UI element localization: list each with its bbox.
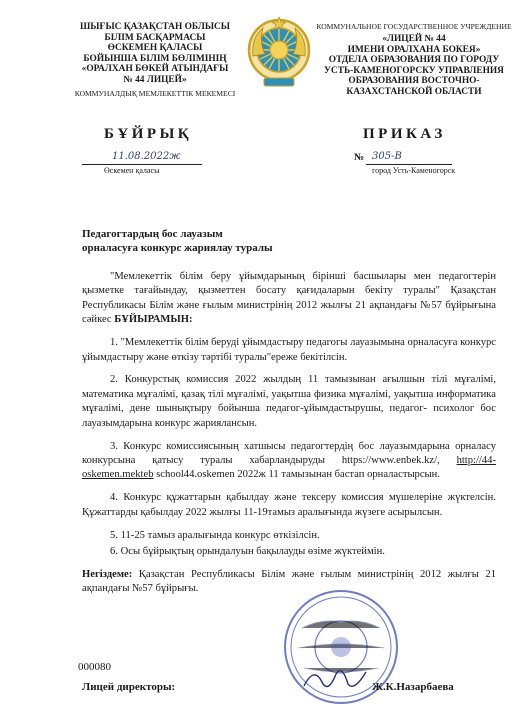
doc-title-kz: БҰЙРЫҚ <box>104 126 193 142</box>
order-word: БҰЙЫРАМЫН: <box>114 314 193 326</box>
header-left-sub: КОММУНАЛДЫҚ МЕМЛЕКЕТТІК МЕКЕМЕСІ <box>74 88 236 98</box>
date-underline <box>82 164 202 165</box>
subject-block <box>82 227 273 255</box>
state-emblem-icon <box>247 16 311 92</box>
number-underline <box>366 164 452 165</box>
subject-line: орналасуға конкурс жариялау туралы <box>82 242 273 254</box>
header-left-line: ШЫҒЫС ҚАЗАҚСТАН ОБЛЫСЫ <box>79 22 231 32</box>
item-3-text-a: 3. Конкурс комиссиясының хатшысы педагогтердің бос лауазымдарына орналасу конкурсына қатысу туралы хабарландыруды https://www.enbek.kz/, <box>82 440 496 466</box>
item-3 <box>82 440 496 483</box>
item-6: 6. Осы бұйрықтың орындалуын бақылауды өзіме жүктеймін. <box>110 546 385 557</box>
signature-name: Ж.К.Назарбаева <box>372 681 454 693</box>
city-left: Өскемен қаласы <box>104 166 160 175</box>
order-body <box>82 270 496 605</box>
item-5: 5. 11-25 тамыз аралығында конкурс өткізілсін. <box>110 529 320 541</box>
header-right-line: ИМЕНИ ОРАЛХАНА БОКЕЯ» <box>347 44 481 55</box>
item-2: 2. Конкурстық комиссия 2022 жылдың 11 тамызынан ағылшын тілі мұғалімі, математика мұғалімі, қазақ тілі мұғалімі, уақытша физика мұғалімі, уақытша информатика мұғалімі, дене шынықтыру бойынша педагог-ұйымдастырушы, педагог- психолог бос лауазымдарына конкурс жариялансын. <box>82 374 496 429</box>
signature-scribble-icon <box>300 662 370 696</box>
header-right-line: ОТДЕЛА ОБРАЗОВАНИЯ ПО ГОРОДУ <box>328 55 500 66</box>
header-right-line: ОБРАЗОВАНИЯ ВОСТОЧНО- <box>348 76 480 87</box>
header-right-block <box>316 22 512 98</box>
header-left-line: «ОРАЛХАН БӨКЕЙ АТЫНДАҒЫ <box>81 64 229 75</box>
header-right-pre: КОММУНАЛЬНОЕ ГОСУДАРСТВЕННОЕ УЧРЕЖДЕНИЕ <box>316 22 512 31</box>
signature-title: Лицей директоры: <box>82 681 176 693</box>
intro-text: "Мемлекеттік білім беру ұйымдарының бірінші басшылары мен педагогтерін қызметке тағайындау, қызметтен босату қағидаларын бекіту туралы" Қазақстан Республикасы Білім және ғылым министрінің 2012 жылғы 21 ақпандағы №57 бұйрығына сәйкес <box>82 271 496 326</box>
handwritten-number: 305-В <box>372 151 402 162</box>
header-left-block <box>60 22 250 98</box>
basis-label: Негіздеме: <box>82 568 133 580</box>
number-prefix: № <box>354 152 365 163</box>
header-left-line: № 44 ЛИЦЕЙ» <box>123 74 187 85</box>
header-right-line: УСТЬ-КАМЕНОГОРСКУ УПРАВЛЕНИЯ <box>324 65 504 76</box>
subject-line: Педагогтардың бос лауазым <box>82 228 223 240</box>
header-left-line: БОЙЫНША БІЛІМ БӨЛІМІНІҢ <box>83 53 227 64</box>
intro-paragraph <box>82 270 496 328</box>
header-left-line: БІЛІМ БАСҚАРМАСЫ <box>104 32 206 43</box>
handwritten-date: 11.08.2022ж <box>112 151 181 162</box>
city-right: город Усть-Каменогорск <box>372 166 456 175</box>
header-right-line: КАЗАХСТАНСКОЙ ОБЛАСТИ <box>346 86 482 97</box>
item-1: 1. "Мемлекеттік білім беруді ұйымдастыру педагогы лауазымына орналасуға конкурс ұйымдастыру және өткізу тәртібі туралы"ереже бекітілсін. <box>82 337 496 363</box>
item-4: 4. Конкурс құжаттарын қабылдау және тексеру комиссия мүшелеріне жүктелсін. Құжаттарды қабылдау 2022 жылғы 11-19тамыз аралығында жүзеге асырылсын. <box>82 492 496 518</box>
basis-text: Қазақстан Республикасы Білім және ғылым министрінің 2012 жылғы 21 ақпандағы №57 бұйрығы. <box>82 568 496 595</box>
header-left-line: ӨСКЕМЕН ҚАЛАСЫ <box>107 43 203 54</box>
header-right-line: «ЛИЦЕЙ № 44 <box>382 34 446 44</box>
item-3-text-b: school44.oskemen 2022ж 11 тамызынан бастап орналастырсын. <box>153 469 440 481</box>
doc-code: 000080 <box>78 661 111 673</box>
doc-title-ru: ПРИКАЗ <box>363 126 446 142</box>
school-site-link[interactable]: http://44-oskemen.mekteb <box>82 454 496 481</box>
